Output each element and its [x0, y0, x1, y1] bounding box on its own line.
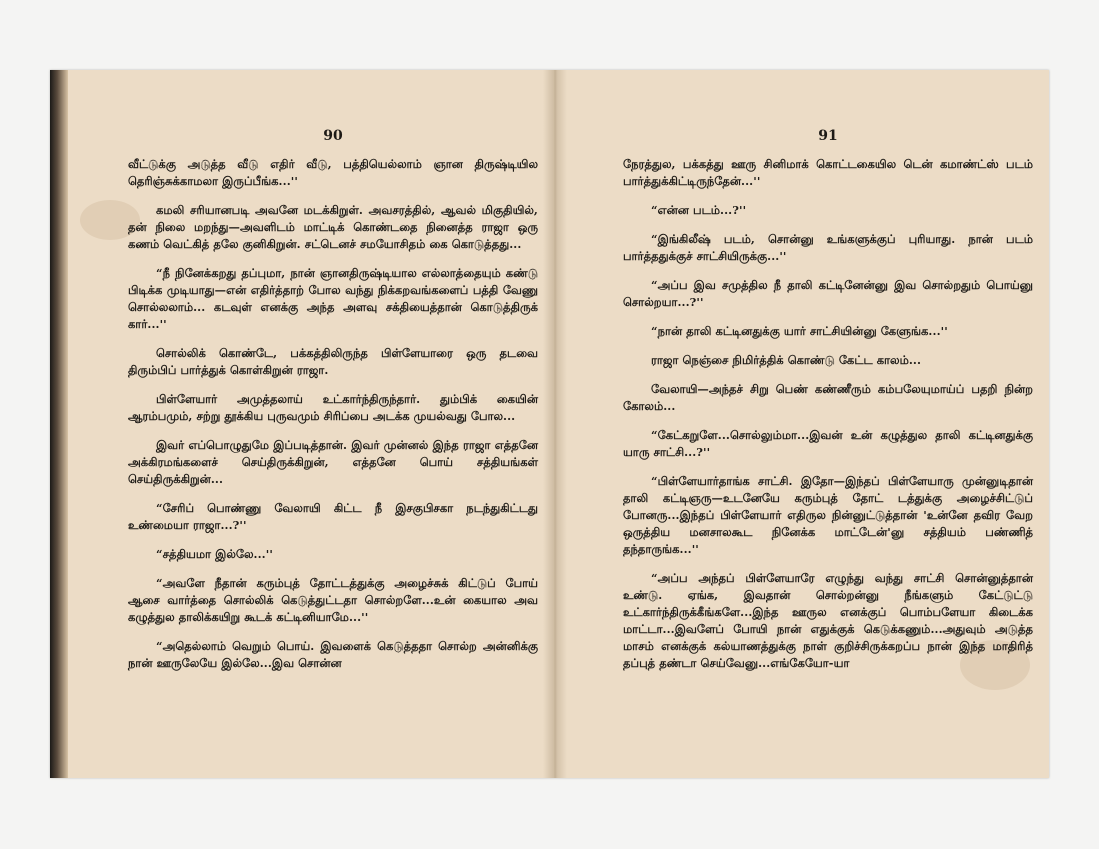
paragraph: “நான் தாலி கட்டினதுக்கு யார் சாட்சியின்னு கேளுங்க...'': [651, 324, 948, 338]
right-page: [623, 128, 1033, 684]
paragraph: “இங்கிலீஷ் படம், சொன்னு உங்களுக்குப் புரியாது. நான் படம் பார்த்ததுக்குச் சாட்சியிருக்கு...'': [623, 232, 1033, 263]
paragraph: “பிள்ளேயார்தாங்க சாட்சி. இதோ—இந்தப் பிள்ளேயாரு முன்னுடிதான் தாலி கட்டிஞரு—உடனேயே கரும்புத் தோட் டத்துக்கு அழைச்சிட்டுப் போனரு...இந்தப் பிள்ளேயார் எதிருல நின்னுட்டுத்தான் 'உன்னே தவிர வேற ஒருத்திய மனசாலகூட நினேக்க மாட்டேன்'னு சத்தியம் பண்ணித் தந்தாருங்க...'': [623, 474, 1033, 556]
paragraph: பிள்ளேயார் அமுத்தலாய் உட்கார்ந்திருந்தார். தும்பிக் கையின் ஆரம்பமும், சற்று தூக்கிய புருவமும் சிரிப்பை அடக்க முயல்வது போல...: [128, 392, 538, 423]
paragraph: சொல்லிக் கொண்டே, பக்கத்திலிருந்த பிள்ளேயாரை ஒரு தடவை திரும்பிப் பார்த்துக் கொள்கிறுன் ராஜா.: [128, 346, 538, 377]
paragraph: இவர் எப்பொழுதுமே இப்படித்தான். இவர் முன்னல் இந்த ராஜா எத்தனே அக்கிரமங்களைச் செய்திருக்கிறுன், எத்தனே பொய் சத்தியங்கள் செய்திருக்கிறுன்...: [128, 438, 538, 486]
left-page: [128, 128, 538, 684]
paragraph: வீட்டுக்கு அடுத்த வீடு எதிர் வீடு, பத்தியெல்லாம் ஞான திருஷ்டியில தெரிஞ்சுக்காமலா இருப்பீங்க...'': [128, 157, 538, 188]
paragraph: “அவளே நீதான் கரும்புத் தோட்டத்துக்கு அழைச்சுக் கிட்டுப் போய் ஆசை வார்த்தை சொல்லிக் கெடுத்துட்டதா சொல்றளே...உன் கையால அவ கழுத்துல தாலிக்கயிறு கூடக் கட்டினியாமே...'': [128, 576, 538, 624]
paragraph: வேலாயி—அந்தச் சிறு பெண் கண்ணீரும் கம்பலேயுமாய்ப் பதறி நின்ற கோலம்...: [623, 382, 1033, 413]
paragraph: “நீ நினேக்கறது தப்புமா, நான் ஞானதிருஷ்டியால எல்லாத்தையும் கண்டு பிடிக்க முடியாது—என் எதிர்த்தாற் போல வந்து நிக்கறவங்களைப் பத்தி வேணு சொல்லலாம்... கடவுள் எனக்கு அந்த அளவு சக்தியைத்தான் கொடுத்திருக் கார்...'': [128, 266, 538, 331]
paragraph: நேரத்துல, பக்கத்து ஊரு சினிமாக் கொட்டகையில டென் கமாண்ட்ஸ் படம் பார்த்துக்கிட்டிருந்தேன்...'': [623, 157, 1033, 188]
paragraph: “என்ன படம்...?'': [651, 203, 747, 217]
paragraph: “அதெல்லாம் வெறும் பொய். இவளைக் கெடுத்ததா சொல்ற அன்னிக்கு நான் ஊருலேயே இல்லே...இவ சொன்ன: [128, 639, 538, 670]
paragraph: “அப்ப அந்தப் பிள்ளேயாரே எழுந்து வந்து சாட்சி சொன்னுத்தான் உண்டு. ஏங்க, இவதான் சொல்றன்னு நீங்களும் கேட்டுட்டு உட்கார்ந்திருக்கீங்களே...இந்த ஊருல எனக்குப் பொம்பளேயா கிடைக்க மாட்டா...இவளேப் போயி நான் எதுக்குக் கெடுக்கணும்...அதுவும் அடுத்த மாசம் எனக்குக் கல்யாணத்துக்கு நாள் குறிச்சிருக்கறப்ப நான் இந்த மாதிரித் தப்புத் தண்டா செய்வேனு...எங்கேயோ-யா: [623, 571, 1033, 670]
paragraph: “சேரிப் பொண்ணு வேலாயி கிட்ட நீ இசகுபிசகா நடந்துகிட்டது உண்மையா ராஜா...?'': [128, 501, 538, 532]
paragraph: “கேட்கறுளே...சொல்லும்மா...இவன் உன் கழுத்துல தாலி கட்டினதுக்கு யாரு சாட்சி...?'': [623, 428, 1033, 459]
book-gutter: [543, 70, 567, 778]
page-number: 90: [323, 128, 343, 144]
book-binding-edge: [50, 70, 68, 778]
paragraph: ராஜா நெஞ்சை நிமிர்த்திக் கொண்டு கேட்ட காலம்...: [651, 353, 922, 367]
paragraph: “சத்தியமா இல்லே...'': [156, 547, 273, 561]
paragraph: “அப்ப இவ சமுத்தில நீ தாலி கட்டினேன்னு இவ சொல்றதும் பொய்னு சொல்றயா...?'': [623, 278, 1033, 309]
page-number: 91: [818, 128, 838, 144]
paragraph: கமலி சரியானபடி அவனே மடக்கிறுள். அவசரத்தில், ஆவல் மிகுதியில், தன் நிலை மறந்து—அவளிடம் மாட்டிக் கொண்டதை நினைத்த ராஜா ஒரு கணம் வெட்கித் தலே குனிகிறுன். சட்டெனச் சமயோசிதம் கை கொடுத்தது...: [128, 203, 538, 251]
